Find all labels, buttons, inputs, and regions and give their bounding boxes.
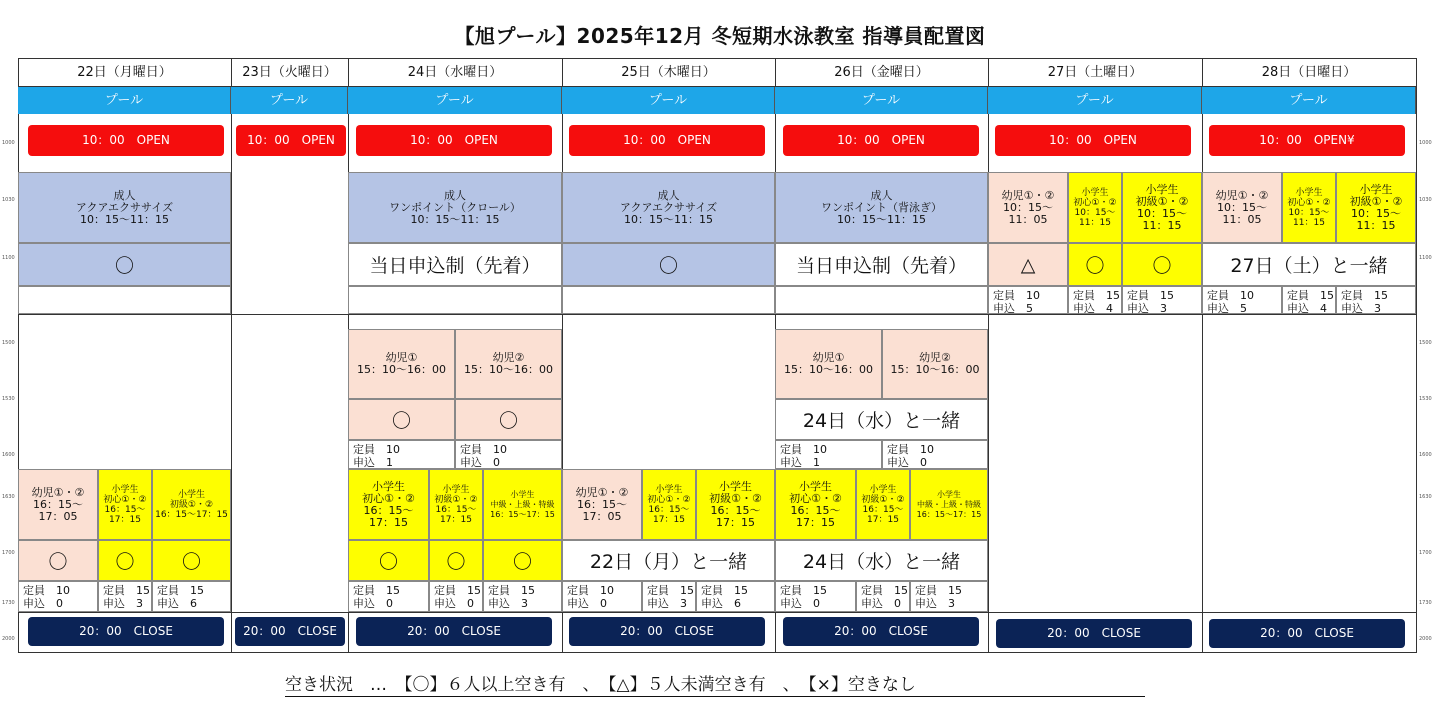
class-block: 幼児①・② 16：15～ 17：05 xyxy=(562,469,642,540)
time-tick: 1030 xyxy=(2,197,15,203)
status-cell: 24日（水）と一緒 xyxy=(775,540,988,581)
class-block: 幼児①・② 16：15～ 17：05 xyxy=(18,469,98,540)
class-block: 幼児① 15：10～16：00 xyxy=(348,329,455,399)
class-block: 小学生 初級①・② 10：15～ 11：15 xyxy=(1336,172,1416,243)
status-cell: 〇 xyxy=(348,540,429,581)
class-block: 小学生 初心①・② 10：15～ 11：15 xyxy=(1282,172,1336,243)
class-block: 成人 ワンポイント（背泳ぎ） 10：15～11：15 xyxy=(775,172,988,243)
time-tick: 1500 xyxy=(1419,340,1432,346)
status-cell: △ xyxy=(988,243,1068,286)
capacity-cell: 定員 10 申込 5 xyxy=(988,286,1068,314)
class-block: 小学生 初心①・② 16：15～ 17：15 xyxy=(642,469,696,540)
class-block: 小学生 初級①・② 16：15～ 17：15 xyxy=(856,469,910,540)
class-block: 小学生 初心①・② 10：15～ 11：15 xyxy=(1068,172,1122,243)
time-tick: 1600 xyxy=(2,452,15,458)
status-cell: 22日（月）と一緒 xyxy=(562,540,775,581)
capacity-cell: 定員 10 申込 1 xyxy=(775,440,882,469)
frame-bottom xyxy=(18,652,1416,653)
time-tick: 1530 xyxy=(2,396,15,402)
capacity-cell: 定員 10 申込 0 xyxy=(18,581,98,612)
day-header-wed: 24日（水曜日） xyxy=(407,65,503,80)
availability-legend: 空き状況 … 【〇】６人以上空き有 、 【△】５人未満空き有 、 【×】空きなし xyxy=(285,670,1145,697)
open-badge: 10：00 OPEN¥ xyxy=(1209,125,1405,156)
pool-label: プール xyxy=(18,87,231,114)
divider xyxy=(231,58,232,653)
status-cell: 〇 xyxy=(152,540,231,581)
time-tick: 1600 xyxy=(1419,452,1432,458)
time-tick: 1730 xyxy=(2,600,15,606)
class-block: 小学生 中級・上級・特級 16：15～17：15 xyxy=(483,469,562,540)
status-cell: 〇 xyxy=(483,540,562,581)
status-cell: 24日（水）と一緒 xyxy=(775,399,988,440)
capacity-cell: 定員 10 申込 0 xyxy=(455,440,562,469)
class-block: 小学生 初心①・② 16：15～ 17：15 xyxy=(98,469,152,540)
capacity-cell xyxy=(775,286,988,314)
open-badge: 10：00 OPEN xyxy=(995,125,1191,156)
time-tick: 1030 xyxy=(1419,197,1432,203)
close-badge: 20：00 CLOSE xyxy=(28,617,224,646)
time-tick: 2000 xyxy=(1419,636,1432,642)
capacity-cell: 定員 10 申込 0 xyxy=(562,581,642,612)
time-tick: 1530 xyxy=(1419,396,1432,402)
time-tick: 2000 xyxy=(2,636,15,642)
day-header-sat: 27日（土曜日） xyxy=(1047,65,1143,80)
open-badge: 10：00 OPEN xyxy=(569,125,765,156)
time-tick: 1630 xyxy=(2,494,15,500)
capacity-cell xyxy=(562,286,775,314)
time-tick: 1700 xyxy=(2,550,15,556)
close-badge: 20：00 CLOSE xyxy=(996,619,1192,648)
class-block: 小学生 初級①・② 16：15～17：15 xyxy=(152,469,231,540)
day-header-tue: 23日（火曜日） xyxy=(242,65,337,80)
day-header-fri: 26日（金曜日） xyxy=(834,65,929,80)
class-block: 小学生 初心①・② 16：15～ 17：15 xyxy=(348,469,429,540)
status-cell: 〇 xyxy=(429,540,483,581)
divider xyxy=(988,58,989,653)
close-badge: 20：00 CLOSE xyxy=(783,617,979,646)
class-block: 成人 アクアエクササイズ 10：15～11：15 xyxy=(562,172,775,243)
time-tick: 1100 xyxy=(1419,255,1432,261)
open-badge: 10：00 OPEN xyxy=(236,125,346,156)
page-title: 【旭プール】2025年12月 冬短期水泳教室 指導員配置図 xyxy=(454,24,986,48)
close-badge: 20：00 CLOSE xyxy=(235,617,345,646)
capacity-cell: 定員 15 申込 0 xyxy=(856,581,910,612)
capacity-cell: 定員 15 申込 0 xyxy=(775,581,856,612)
pool-label: プール xyxy=(231,87,348,114)
capacity-cell: 定員 15 申込 4 xyxy=(1282,286,1336,314)
class-block: 小学生 初級①・② 10：15～ 11：15 xyxy=(1122,172,1202,243)
status-cell: 27日（土）と一緒 xyxy=(1202,243,1416,286)
class-block: 小学生 中級・上級・特級 16：15～17：15 xyxy=(910,469,988,540)
capacity-cell: 定員 10 申込 5 xyxy=(1202,286,1282,314)
capacity-cell: 定員 15 申込 4 xyxy=(1068,286,1122,314)
class-block: 幼児② 15：10～16：00 xyxy=(882,329,988,399)
status-cell: 〇 xyxy=(18,540,98,581)
status-cell: 〇 xyxy=(562,243,775,286)
time-tick: 1630 xyxy=(1419,494,1432,500)
time-tick: 1000 xyxy=(1419,140,1432,146)
frame-right xyxy=(1416,58,1417,653)
day-header-sun: 28日（日曜日） xyxy=(1261,65,1357,80)
class-block: 幼児①・② 10：15～ 11：05 xyxy=(988,172,1068,243)
capacity-cell: 定員 15 申込 3 xyxy=(642,581,696,612)
frame-top xyxy=(18,58,1416,59)
capacity-cell: 定員 15 申込 3 xyxy=(483,581,562,612)
capacity-cell xyxy=(348,286,562,314)
class-block: 幼児② 15：10～16：00 xyxy=(455,329,562,399)
class-block: 小学生 初級①・② 16：15～ 17：15 xyxy=(429,469,483,540)
capacity-cell: 定員 15 申込 3 xyxy=(1122,286,1202,314)
capacity-cell: 定員 15 申込 6 xyxy=(152,581,231,612)
open-badge: 10：00 OPEN xyxy=(356,125,552,156)
status-cell: 〇 xyxy=(348,399,455,440)
capacity-cell: 定員 10 申込 0 xyxy=(882,440,988,469)
status-cell: 当日申込制（先着） xyxy=(348,243,562,286)
divider xyxy=(1202,58,1203,653)
status-cell: 〇 xyxy=(455,399,562,440)
status-cell: 〇 xyxy=(18,243,231,286)
capacity-cell xyxy=(18,286,231,314)
close-badge: 20：00 CLOSE xyxy=(356,617,552,646)
status-cell: 〇 xyxy=(1122,243,1202,286)
capacity-cell: 定員 15 申込 3 xyxy=(910,581,988,612)
open-badge: 10：00 OPEN xyxy=(28,125,224,156)
capacity-cell: 定員 10 申込 1 xyxy=(348,440,455,469)
status-cell: 〇 xyxy=(1068,243,1122,286)
pool-label: プール xyxy=(775,87,988,114)
close-badge: 20：00 CLOSE xyxy=(569,617,765,646)
time-tick: 1500 xyxy=(2,340,15,346)
pool-label: プール xyxy=(1202,87,1416,114)
capacity-cell: 定員 15 申込 6 xyxy=(696,581,775,612)
time-tick: 1100 xyxy=(2,255,15,261)
time-tick: 1730 xyxy=(1419,600,1432,606)
pool-label: プール xyxy=(988,87,1202,114)
status-cell: 〇 xyxy=(98,540,152,581)
pool-label: プール xyxy=(348,87,562,114)
day-header-thu: 25日（木曜日） xyxy=(621,65,716,80)
capacity-cell: 定員 15 申込 0 xyxy=(348,581,429,612)
capacity-cell: 定員 15 申込 0 xyxy=(429,581,483,612)
class-block: 幼児①・② 10：15～ 11：05 xyxy=(1202,172,1282,243)
capacity-cell: 定員 15 申込 3 xyxy=(1336,286,1416,314)
open-badge: 10：00 OPEN xyxy=(783,125,979,156)
time-tick: 1700 xyxy=(1419,550,1432,556)
class-block: 成人 アクアエクササイズ 10：15～11：15 xyxy=(18,172,231,243)
class-block: 小学生 初級①・② 16：15～ 17：15 xyxy=(696,469,775,540)
time-tick: 1000 xyxy=(2,140,15,146)
class-block: 小学生 初心①・② 16：15～ 17：15 xyxy=(775,469,856,540)
class-block: 幼児① 15：10～16：00 xyxy=(775,329,882,399)
capacity-cell: 定員 15 申込 3 xyxy=(98,581,152,612)
close-badge: 20：00 CLOSE xyxy=(1209,619,1405,648)
status-cell: 当日申込制（先着） xyxy=(775,243,988,286)
pool-label: プール xyxy=(562,87,775,114)
divider xyxy=(18,612,1416,613)
day-header-mon: 22日（月曜日） xyxy=(77,65,172,80)
class-block: 成人 ワンポイント（クロール） 10：15～11：15 xyxy=(348,172,562,243)
